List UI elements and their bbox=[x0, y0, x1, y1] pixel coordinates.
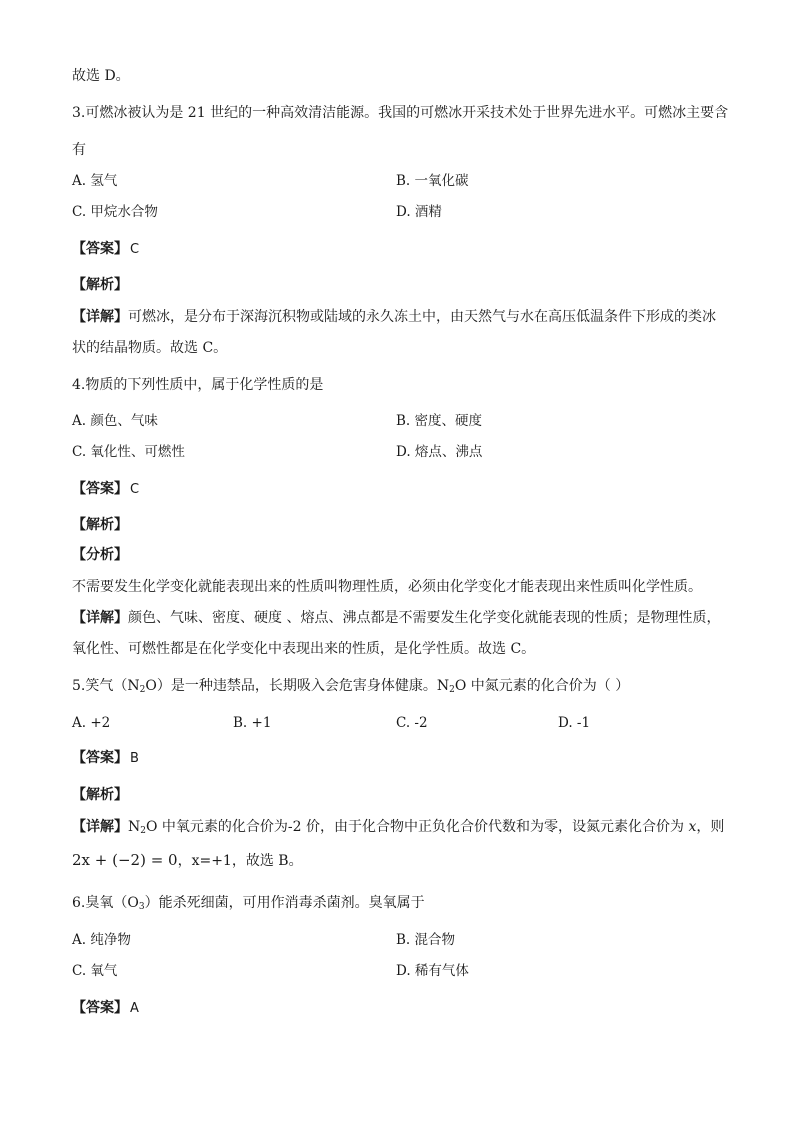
q3-option-a: A. 氢气 bbox=[72, 173, 118, 189]
q4-option-d: D. 熔点、沸点 bbox=[396, 444, 483, 460]
q3-detail-line2: 状的结晶物质。故选 C。 bbox=[72, 340, 228, 356]
q3-option-b: B. 一氧化碳 bbox=[396, 173, 469, 189]
detail-text: 可燃冰，是分布于深海沉积物或陆域的永久冻土中，由天然气与水在高压低温条件下形成的类冰 bbox=[128, 309, 716, 325]
q5-analysis-label: 【解析】 bbox=[72, 787, 128, 803]
q4-fenxi-text: 不需要发生化学变化就能表现出来的性质叫物理性质，必须由化学变化才能表现出来性质叫化学性质。 bbox=[72, 579, 702, 595]
detail-text: 颜色、气味、密度、硬度 、熔点、沸点都是不需要发生化学变化就能表现的性质；是物理性质， bbox=[128, 610, 721, 626]
q3-answer bbox=[72, 240, 139, 259]
detail-label: 【详解】 bbox=[72, 819, 128, 835]
q4-fenxi-label: 【分析】 bbox=[72, 547, 128, 563]
answer-label: 【答案】 bbox=[72, 1000, 128, 1016]
q6-option-c: C. 氧气 bbox=[72, 963, 118, 979]
q3-analysis-label: 【解析】 bbox=[72, 277, 128, 293]
q6-option-b: B. 混合物 bbox=[396, 932, 456, 948]
q3-option-c: C. 甲烷水合物 bbox=[72, 204, 158, 220]
q5-detail-line1 bbox=[72, 818, 724, 840]
q6-option-d: D. 稀有气体 bbox=[396, 963, 469, 979]
q3-option-d: D. 酒精 bbox=[396, 204, 442, 220]
q6-stem-part: 6.臭氧（O bbox=[72, 895, 139, 911]
q6-answer bbox=[72, 999, 139, 1018]
q5-option-d: D. -1 bbox=[558, 715, 591, 731]
q5-option-a: A. +2 bbox=[72, 715, 111, 731]
detail-text: ，x=+1，故选 B。 bbox=[177, 853, 303, 869]
q4-answer bbox=[72, 480, 139, 499]
answer-value: B bbox=[130, 751, 139, 766]
q3-detail-line1 bbox=[72, 308, 716, 326]
answer-label: 【答案】 bbox=[72, 241, 128, 257]
math-variable: x bbox=[688, 819, 697, 835]
q3-stem-line1: 3.可燃冰被认为是 21 世纪的一种高效清洁能源。我国的可燃冰开采技术处于世界先进水平。可燃冰主要含 bbox=[72, 105, 729, 121]
subscript: 2 bbox=[140, 826, 146, 836]
q5-answer bbox=[72, 749, 139, 768]
q4-option-c: C. 氧化性、可燃性 bbox=[72, 444, 185, 460]
q5-option-c: C. -2 bbox=[396, 715, 428, 731]
q4-option-a: A. 颜色、气味 bbox=[72, 413, 158, 429]
q4-stem: 4.物质的下列性质中，属于化学性质的是 bbox=[72, 377, 324, 393]
answer-value: C bbox=[130, 482, 140, 497]
answer-value: A bbox=[130, 1001, 139, 1016]
detail-text: O 中氧元素的化合价为-2 价，由于化合物中正负化合价代数和为零，设氮元素化合价为 bbox=[145, 819, 689, 835]
q5-stem bbox=[72, 677, 629, 699]
q5-stem-part: O 中氮元素的化合价为（ ） bbox=[454, 678, 630, 694]
q4-detail-line2: 氧化性、可燃性都是在化学变化中表现出来的性质，是化学性质。故选 C。 bbox=[72, 641, 536, 657]
detail-label: 【详解】 bbox=[72, 610, 128, 626]
q5-stem-part: O）是一种违禁品，长期吸入会危害身体健康。N bbox=[145, 678, 450, 694]
q4-analysis-label: 【解析】 bbox=[72, 517, 128, 533]
subscript: 2 bbox=[449, 685, 455, 695]
subscript: 2 bbox=[139, 685, 146, 695]
q5-detail-line2 bbox=[72, 851, 303, 870]
q6-stem-part: ）能杀死细菌，可用作消毒杀菌剂。臭氧属于 bbox=[144, 895, 425, 911]
subscript: 3 bbox=[138, 902, 145, 912]
detail-label: 【详解】 bbox=[72, 309, 128, 325]
q6-stem bbox=[72, 894, 425, 916]
detail-text: N bbox=[128, 819, 141, 835]
q5-option-b: B. +1 bbox=[233, 715, 272, 731]
q4-detail-line1 bbox=[72, 609, 720, 627]
answer-label: 【答案】 bbox=[72, 481, 128, 497]
answer-label: 【答案】 bbox=[72, 750, 128, 766]
answer-value: C bbox=[130, 242, 140, 257]
prev-conclusion: 故选 D。 bbox=[72, 68, 130, 84]
q3-stem-line2: 有 bbox=[72, 142, 86, 158]
detail-text: ，则 bbox=[696, 819, 725, 835]
q4-option-b: B. 密度、硬度 bbox=[396, 413, 483, 429]
q6-option-a: A. 纯净物 bbox=[72, 932, 131, 948]
q5-stem-part: 5.笑气（N bbox=[72, 678, 140, 694]
equation: 2x + (−2) = 0 bbox=[72, 851, 178, 869]
